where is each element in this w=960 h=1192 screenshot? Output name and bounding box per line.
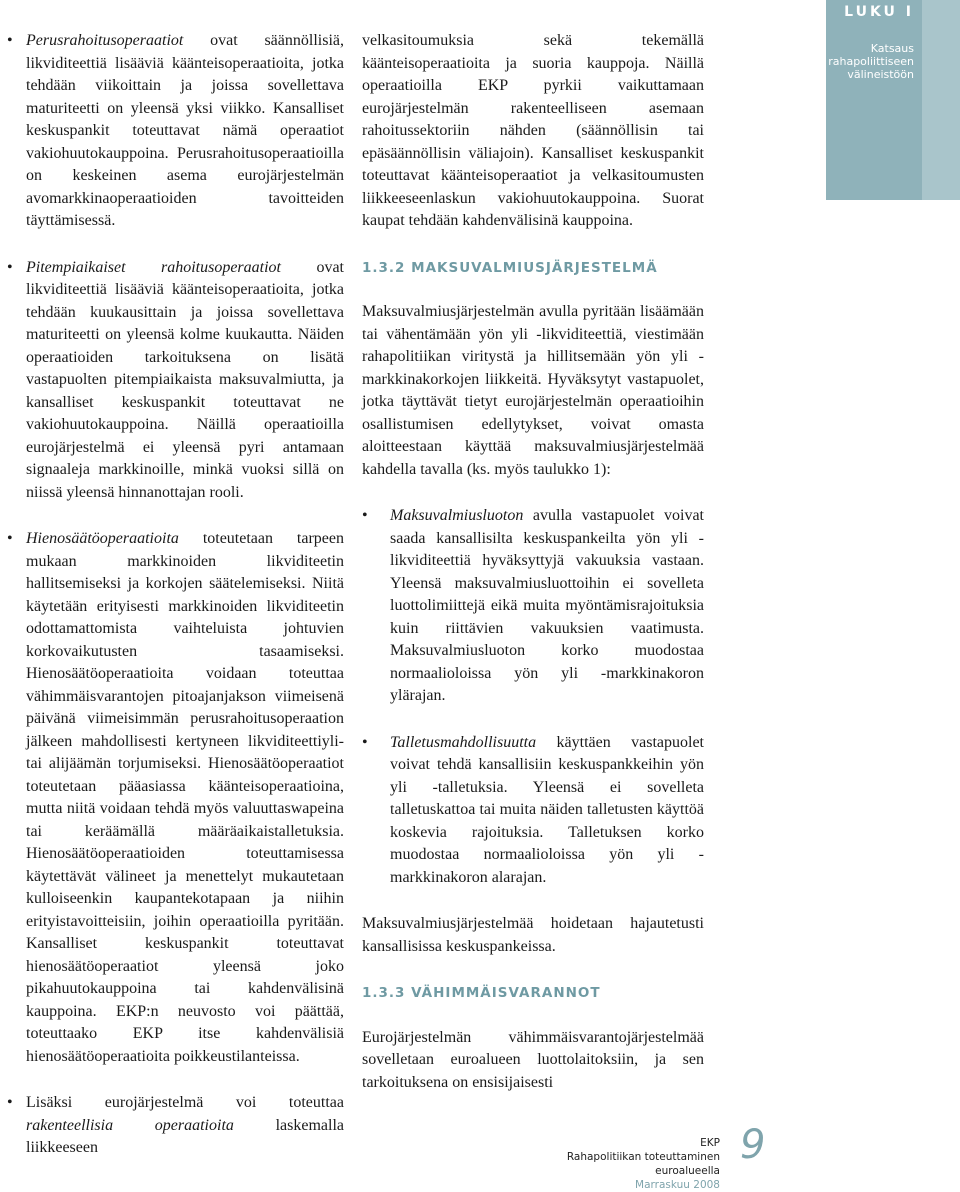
chapter-tab	[826, 0, 960, 200]
bullet-text: ovat likviditeettiä lisääviä käänteisoperaatioita, jotka tehdään kuukausittain ja joissa sovellettava maturiteetti on yleensä kolme kuukautta. Näiden operaatioiden tarkoituksena on lisätä vastapuolten pitempiaikaista maksuvalmiutta, ja kansalliset keskuspankit toteuttavat ne vakiohuutokauppoina. Näillä operaatioilla eurojärjestelmä ei yleensä pyri antamaan signaaleja markkinoille, minkä vuoksi sillä on niissä yleensä hinnanottajan rooli.	[26, 258, 344, 501]
bullet-dot: •	[362, 507, 368, 524]
footer-org: EKP	[700, 1137, 720, 1149]
section-label-line: välineistöön	[847, 68, 914, 81]
bullet-item	[7, 30, 344, 233]
bullet-item	[362, 505, 704, 708]
page-footer	[520, 1136, 720, 1192]
continuation-paragraph: velkasitoumuksia sekä tekemällä käänteisoperaatioita ja suoria kauppoja. Näillä operaatioilla EKP pyrkii vaikuttamaan eurojärjestelmän rakenteelliseen asemaan rahoitussektoriin nähden (säännöllisin tai epäsäännöllisin väliajoin). Kansalliset keskuspankit toteuttavat käänteisoperaatiot ja velkasitoumusten liikkeeseenlaskun vakiohuutokauppoina. Suorat kaupat tehdään kahdenvälisinä kauppoina.	[362, 32, 704, 229]
footer-date: Marraskuu 2008	[635, 1179, 720, 1191]
chapter-label: LUKU I	[844, 4, 914, 20]
term: rakenteellisia operaatioita	[26, 1116, 234, 1134]
bullet-text: käyttäen vastapuolet voivat tehdä kansallisiin keskuspankkeihin yön yli -talletuksia. Yleensä ei sovelleta talletuskattoa tai muita näiden talletusten käyttöä koskevia rajoituksia. Talletuksen korko muodostaa normaalioloissa yön yli -markkinakoron alarajan.	[390, 733, 704, 886]
bullet-text: toteutetaan tarpeen mukaan markkinoiden likviditeetin hallitsemiseksi ja korkojen säätelemiseksi. Niitä käytetään erityisesti markkinoiden likviditeetin odottamattomista vaihteluista johtuvien korkovaikutusten tasaamiseksi. Hienosäätöoperaatioita voidaan toteuttaa vähimmäisvarantojen pitoajanjakson viimeisenä päivänä viimeisimmän perusrahoitusoperaation jälkeen mahdollisesti kertyneen likviditeettiyli- tai alijäämän torjumiseksi. Hienosäätöoperaatiot toteutetaan pääasiassa käänteisoperaatioina, mutta niitä voidaan tehdä myös valuuttaswapeina tai keräämällä määräaikaistalletuksia. Hienosäätöoperaatioiden toteuttamisessa käytettävät välineet ja menettelyt mukautetaan kulloiseenkin kaupantekotapaan ja niihin erityistavoitteisiin, joihin operaatioilla pyritään. Kansalliset keskuspankit toteuttavat hienosäätöoperaatiot yleensä joko pikahuutokauppoina tai kahdenvälisinä kauppoina. EKP:n neuvosto voi päättää, toteuttaako EKP itse kahdenvälisiä hienosäätöoperaatioita poikkeustilanteissa.	[26, 530, 344, 1065]
footer-title: Rahapolitiikan toteuttaminen euroalueella	[566, 1151, 720, 1177]
bullet-dot: •	[362, 733, 368, 751]
bullet-dot: •	[7, 32, 13, 49]
section-heading: 1.3.2 MAKSUVALMIUSJÄRJESTELMÄ	[362, 259, 658, 276]
term: Pitempiaikaiset rahoitusoperaatiot	[26, 258, 281, 276]
tab-stripe	[922, 0, 960, 200]
section-heading: 1.3.3 VÄHIMMÄISVARANNOT	[362, 985, 601, 1001]
bullet-text: avulla vastapuolet voivat saada kansallisilta keskuspankeilta yön yli -likviditeettiä hyväksyttyjä vakuuksia vastaan. Yleensä maksuvalmiusluottoihin ei sovelleta luottolimiittejä eikä muita myöntämisrajoituksia kuin riittävien vakuuksien vaatimusta. Maksuvalmiusluoton korko muodostaa normaalioloissa yön yli -markkinakoron ylärajan.	[390, 507, 704, 704]
bullet-dot: •	[7, 530, 13, 547]
body-paragraph: Maksuvalmiusjärjestelmää hoidetaan hajautetusti kansallisissa keskuspankeissa.	[362, 915, 704, 955]
section-label-line: Katsaus	[870, 42, 914, 55]
term: Talletusmahdollisuutta	[390, 733, 537, 751]
term: Maksuvalmiusluoton	[390, 507, 524, 524]
left-column	[7, 30, 344, 1184]
bullet-item	[7, 257, 344, 505]
term: Perusrahoitusoperaatiot	[26, 32, 184, 49]
bullet-dot: •	[7, 258, 13, 276]
bullet-text: Lisäksi eurojärjestelmä voi toteuttaa	[26, 1094, 344, 1111]
section-label	[828, 42, 914, 81]
term: Hienosäätöoperaatioita	[26, 530, 179, 547]
bullet-text: laskemalla liikkeeseen	[26, 1116, 344, 1156]
bullet-text: ovat säännöllisiä, likviditeettiä lisääviä käänteisoperaatioita, jotka tehdään viikoittain ja joissa sovellettava maturiteetti on yleensä yksi viikko. Kansalliset keskuspankit toteuttavat nämä operaatiot vakiohuutokauppoina. Perusrahoitusoperaatioilla on keskeinen asema eurojärjestelmän avomarkkinaoperaatioiden tavoitteiden täyttämisessä.	[26, 32, 344, 229]
right-column	[362, 30, 704, 1118]
bullet-dot: •	[7, 1094, 13, 1111]
bullet-item	[7, 528, 344, 1068]
section-label-line: rahapoliittiseen	[828, 55, 914, 68]
body-paragraph: Maksuvalmiusjärjestelmän avulla pyritään lisäämään tai vähentämään yön yli -likviditeettiä, viestimään rahapolitiikan viritystä ja hillitsemään yön yli -markkinakorkojen liikkeitä. Hyväksytyt vastapuolet, jotka täyttävät tietyt eurojärjestelmän operaatioihin osallistumisen edellytykset, voivat omasta aloitteestaan käyttää maksuvalmiusjärjestelmää kahdella tavalla (ks. myös taulukko 1):	[362, 303, 704, 478]
body-paragraph: Eurojärjestelmän vähimmäisvarantojärjestelmää sovelletaan euroalueen luottolaitoksiin, ja sen tarkoituksena on ensisijaisesti	[362, 1028, 704, 1091]
page-number: 9	[740, 1122, 766, 1168]
bullet-item	[7, 1092, 344, 1160]
bullet-item	[362, 732, 704, 890]
